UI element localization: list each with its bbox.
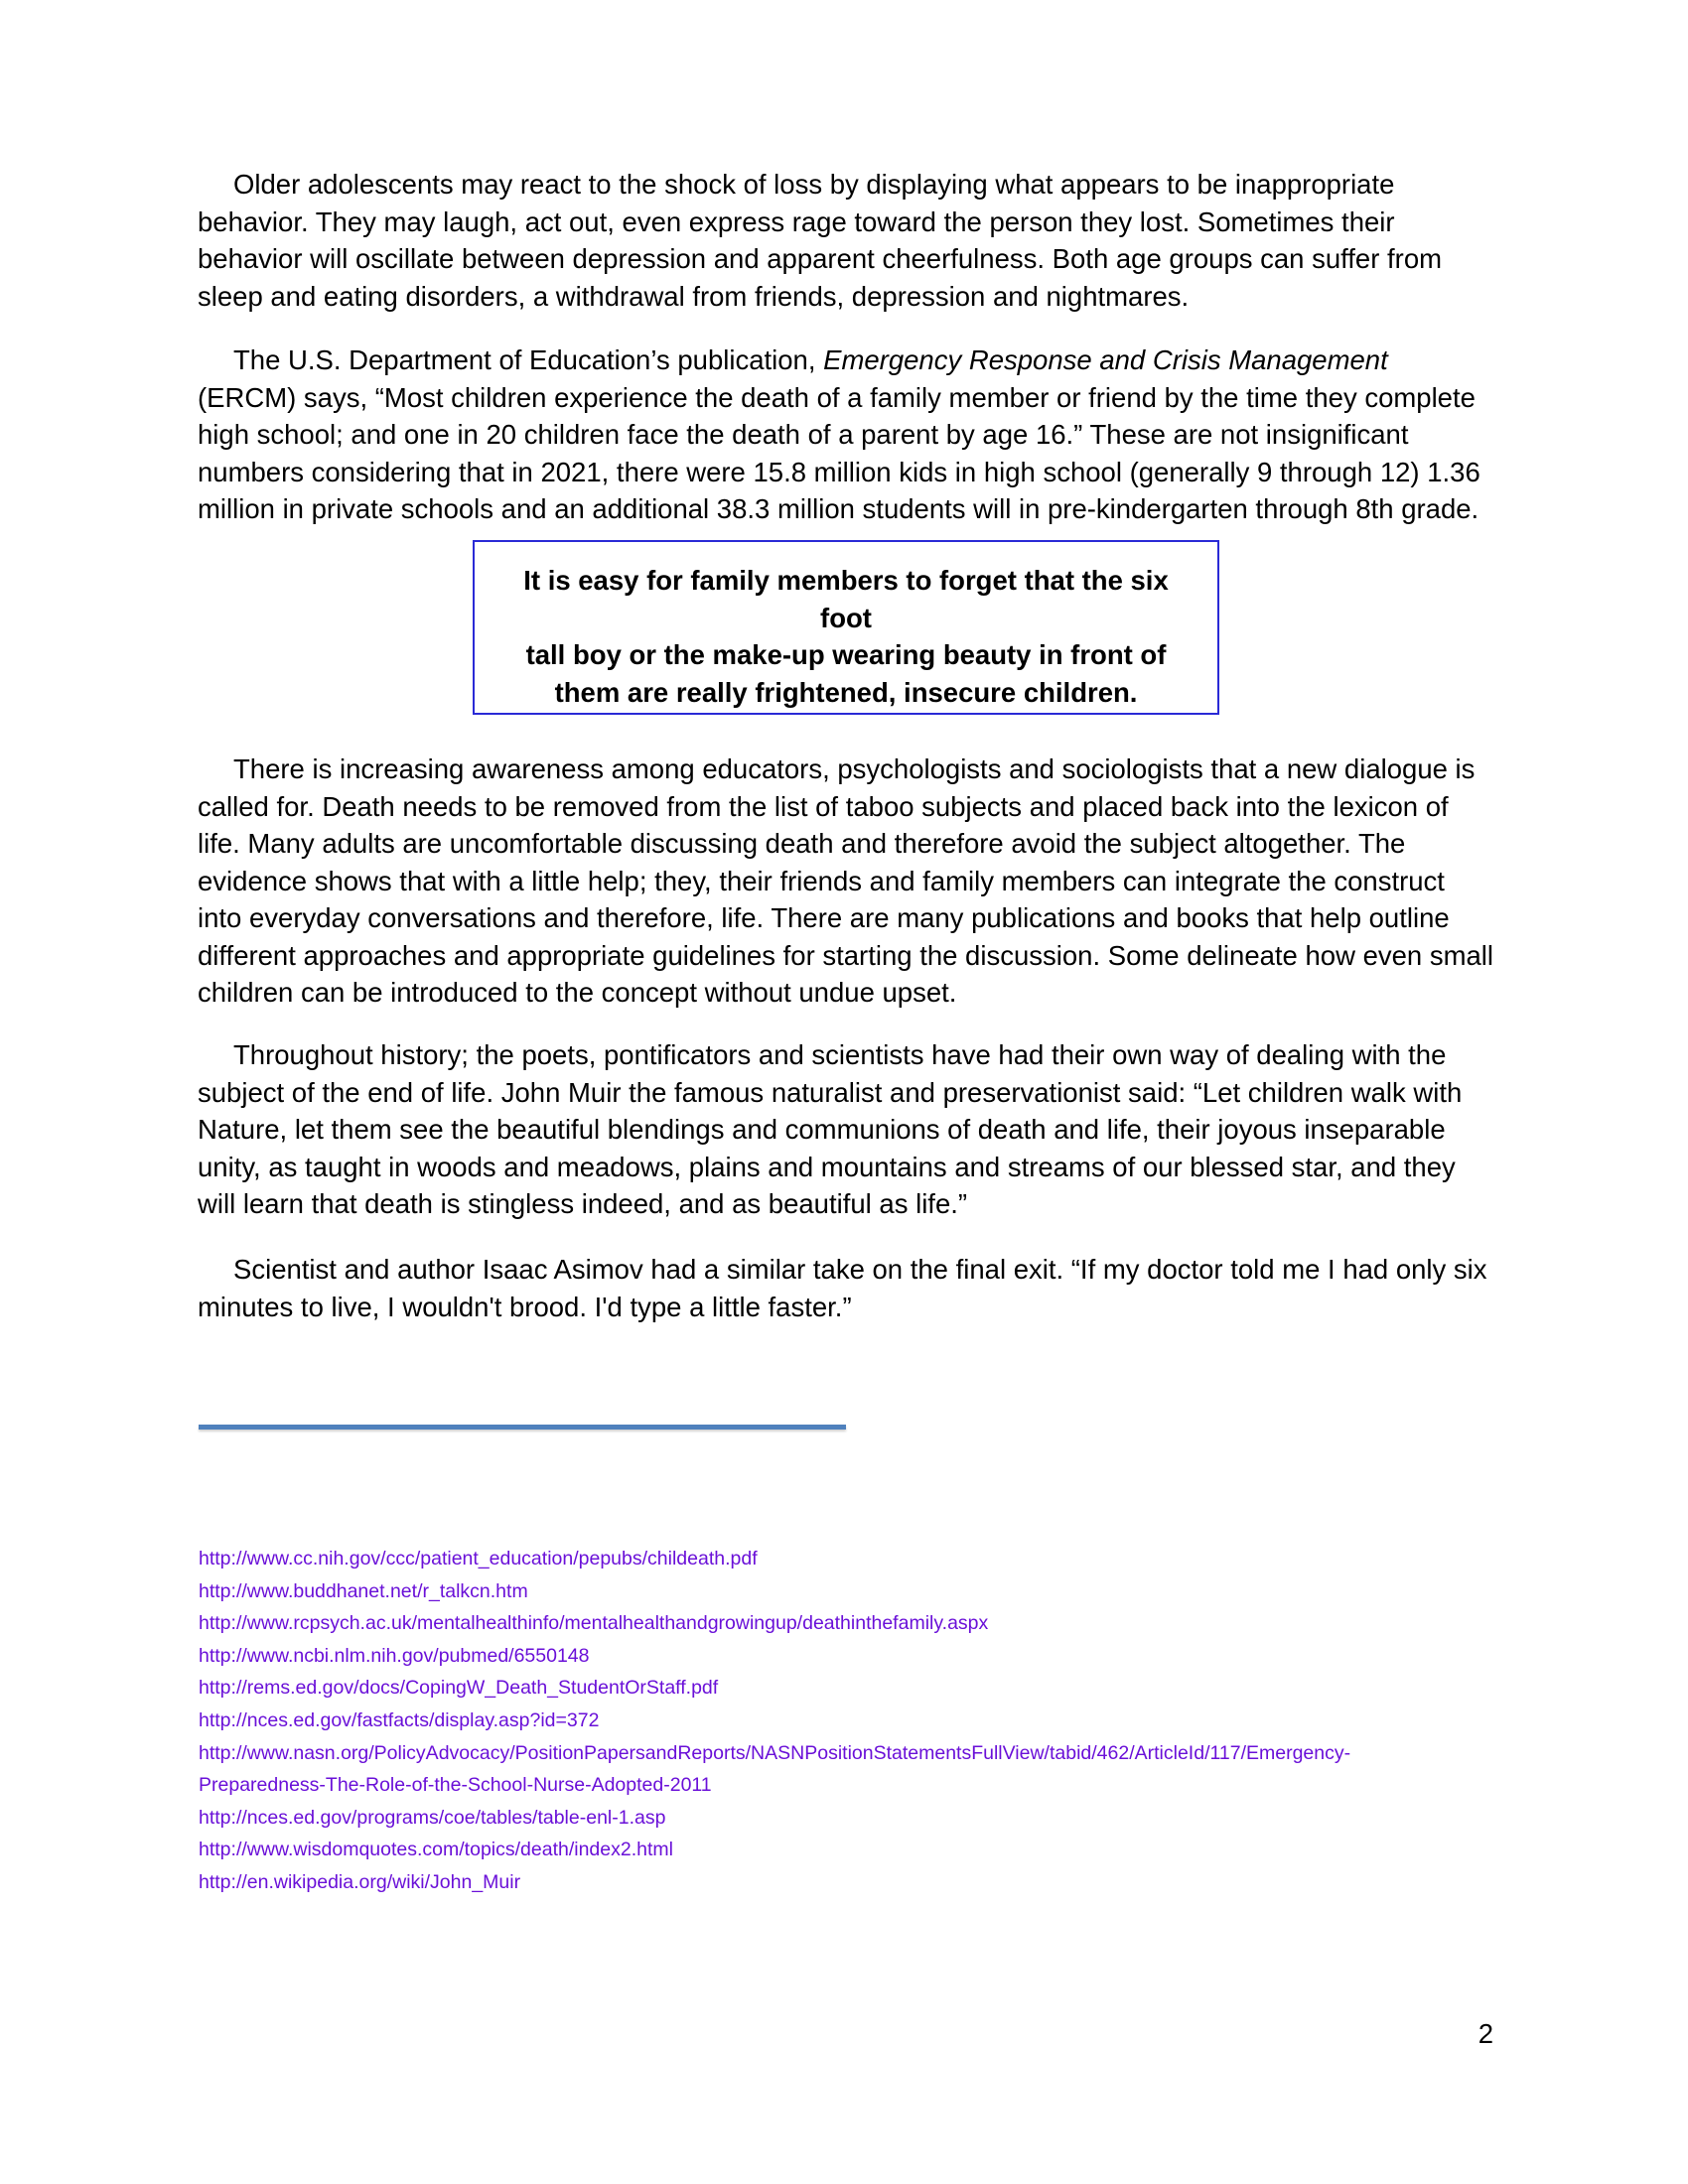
pull-quote-line-2: tall boy or the make-up wearing beauty in front of xyxy=(525,639,1167,670)
paragraph-text-lead: The U.S. Department of Education’s publication, xyxy=(233,344,824,375)
reference-item xyxy=(199,1672,1489,1705)
reference-item xyxy=(199,1866,1489,1899)
body-paragraph-1 xyxy=(198,166,1493,315)
reference-item xyxy=(199,1543,1489,1575)
reference-list xyxy=(199,1543,1489,1899)
reference-link[interactable]: http://www.cc.nih.gov/ccc/patient_education/pepubs/childeath.pdf xyxy=(199,1548,758,1570)
footnote-divider xyxy=(199,1425,846,1430)
reference-link[interactable]: http://nces.ed.gov/programs/coe/tables/table-enl-1.asp xyxy=(199,1806,666,1829)
reference-link[interactable]: http://rems.ed.gov/docs/CopingW_Death_StudentOrStaff.pdf xyxy=(199,1677,719,1700)
reference-item xyxy=(199,1575,1489,1608)
reference-link[interactable]: http://www.ncbi.nlm.nih.gov/pubmed/6550148 xyxy=(199,1644,590,1667)
reference-link[interactable]: http://en.wikipedia.org/wiki/John_Muir xyxy=(199,1870,521,1893)
body-paragraph-5 xyxy=(198,1251,1493,1325)
paragraph-text: Throughout history; the poets, pontificators and scientists have had their own way of dealing with the subject of the end of life. John Muir the famous naturalist and preservationist said: “Let children walk with Nature, let them see the beautiful blendings and communions of death and life, their joyous inseparable unity, as taught in woods and meadows, plains and mountains and streams of our blessed star, and they will learn that death is stingless indeed, and as beautiful as life.” xyxy=(198,1039,1463,1219)
reference-link[interactable]: http://www.buddhanet.net/r_talkcn.htm xyxy=(199,1579,528,1602)
reference-link[interactable]: http://www.nasn.org/PolicyAdvocacy/PositionPapersandReports/NASNPositionStatementsFullView/tabid/462/ArticleId/117/Emergency- xyxy=(199,1741,1351,1764)
reference-item xyxy=(199,1769,1489,1802)
body-paragraph-2 xyxy=(198,341,1493,528)
paragraph-text: There is increasing awareness among educators, psychologists and sociologists that a new dialogue is called for. Death needs to be removed from the list of taboo subjects and placed back into the lexicon of life. Many adults are uncomfortable discussing death and therefore avoid the subject altogether. The evidence shows that with a little help; they, their friends and family members can integrate the construct into everyday conversations and therefore, life. There are many publications and books that help outline different approaches and appropriate guidelines for starting the discussion. Some delineate how even small children can be introduced to the concept without undue upset. xyxy=(198,753,1494,1008)
paragraph-text: Older adolescents may react to the shock of loss by displaying what appears to be inappropriate behavior. They may laugh, act out, even express rage toward the person they lost. Sometimes their behavior will oscillate between depression and apparent cheerfulness. Both age groups can suffer from sleep and eating disorders, a withdrawal from friends, depression and nightmares. xyxy=(198,169,1443,312)
paragraph-text-rest: (ERCM) says, “Most children experience the death of a family member or friend by the time they complete high school; and one in 20 children face the death of a parent by age 16.” These are not insignificant numbers considering that in 2021, there were 15.8 million kids in high school (generally 9 through 12) 1.36 million in private schools and an additional 38.3 million students will in pre-kindergarten through 8th grade. xyxy=(198,381,1480,524)
pull-quote-line-3: them are really frightened, insecure children. xyxy=(554,676,1138,708)
reference-item xyxy=(199,1705,1489,1737)
body-paragraph-3 xyxy=(198,751,1493,1012)
pull-quote-box xyxy=(473,540,1219,715)
paragraph-text: Scientist and author Isaac Asimov had a similar take on the final exit. “If my doctor told me I had only six minutes to live, I wouldn't brood. I'd type a little faster.” xyxy=(198,1254,1487,1322)
reference-item xyxy=(199,1802,1489,1835)
paragraph-text xyxy=(198,341,1493,528)
reference-link[interactable]: http://www.wisdomquotes.com/topics/death/index2.html xyxy=(199,1839,673,1861)
body-paragraph-4 xyxy=(198,1036,1493,1223)
reference-link[interactable]: http://nces.ed.gov/fastfacts/display.asp?id=372 xyxy=(199,1708,600,1731)
page-number: 2 xyxy=(1477,2018,1493,2049)
pull-quote-line-1: It is easy for family members to forget that the six foot xyxy=(523,565,1169,633)
reference-item xyxy=(199,1737,1489,1770)
publication-title: Emergency Response and Crisis Management xyxy=(823,344,1388,375)
reference-item xyxy=(199,1834,1489,1866)
reference-link-continued[interactable]: Preparedness-The-Role-of-the-School-Nurse-Adopted-2011 xyxy=(199,1774,712,1797)
reference-link[interactable]: http://www.rcpsych.ac.uk/mentalhealthinfo/mentalhealthandgrowingup/deathinthefamily.aspx xyxy=(199,1612,989,1635)
reference-item xyxy=(199,1640,1489,1673)
reference-item xyxy=(199,1607,1489,1640)
